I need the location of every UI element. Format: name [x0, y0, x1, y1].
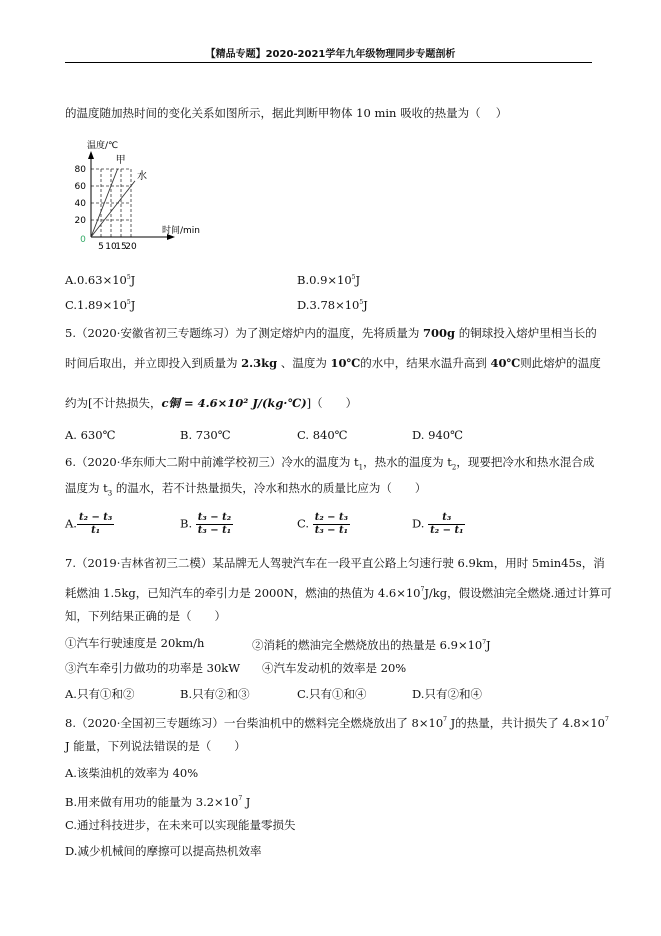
q7-line-3: 知，下列结果正确的是（ ） — [65, 609, 226, 623]
fraction — [313, 512, 350, 537]
y-axis-label: 温度/℃ — [87, 141, 119, 151]
t: 3 — [107, 489, 113, 498]
label: D. — [412, 516, 425, 531]
q7-statement-4: ④汽车发动机的效率是 20% — [262, 661, 407, 675]
y-tick-label: 20 — [74, 216, 86, 226]
q6-line-1 — [65, 454, 594, 475]
t: 则此熔炉的温度 — [520, 356, 601, 370]
q7-line-1: 7.（2019·吉林省初三二模）某品牌无人驾驶汽车在一段平直公路上匀速行驶 6.9km，用时 5min45s，消 — [65, 556, 605, 570]
q8-option-c[interactable]: C.通过科技进步，在未来可以实现能量零损失 — [65, 818, 296, 832]
q6-line-2 — [65, 480, 426, 501]
series-label-1: 水 — [137, 170, 147, 182]
q8-line-2: J 能量，下列说法错误的是（ ） — [65, 739, 246, 753]
t: 约为[不计热损失， — [65, 396, 162, 410]
q4-b-exp: 5 — [351, 274, 356, 281]
y-tick-label: 80 — [74, 165, 86, 175]
t: 耗燃油 1.5kg，已知汽车的牵引力是 2000N，燃油的热值为 4.6×10 — [65, 586, 421, 600]
t: 7 — [443, 716, 447, 723]
t: 温度为 t — [65, 481, 108, 495]
mass-copper: 700g — [423, 326, 456, 340]
q7-option-c[interactable]: C.只有①和④ — [297, 687, 367, 701]
t: 1 — [358, 463, 364, 472]
q4-a-unit: J — [130, 272, 136, 287]
t: 7 — [420, 586, 425, 593]
t: ②消耗的燃油完全燃烧放出的热量是 6.9×10 — [252, 637, 483, 652]
q7-option-d[interactable]: D.只有②和④ — [412, 687, 482, 701]
x-tick-label: 10 — [105, 242, 117, 252]
numerator: t₃ — [428, 512, 465, 525]
denominator: t₃ − t₁ — [197, 525, 232, 536]
t: 7 — [238, 795, 243, 802]
q4-c-exp: 5 — [126, 299, 131, 306]
label: B. — [180, 516, 193, 531]
q4-chart — [60, 135, 260, 255]
q4-d-text: D.3.78×10 — [297, 297, 360, 312]
q6-option-a[interactable] — [65, 512, 114, 537]
x-axis-label: 时间/min — [162, 226, 201, 236]
header-rule — [65, 62, 592, 63]
y-axis-arrow — [88, 151, 94, 159]
t: 、温度为 — [277, 356, 331, 370]
t: J/kg，假设燃油完全燃烧.通过计算可 — [424, 586, 612, 600]
y-tick-label: 40 — [74, 199, 86, 209]
q5-option-a[interactable]: A. 630℃ — [65, 428, 116, 442]
temp-final: 40℃ — [490, 356, 521, 370]
q6-option-c[interactable] — [297, 512, 350, 537]
q5-line-2 — [65, 355, 601, 371]
x-tick-label: 5 — [98, 242, 104, 252]
q8-option-b[interactable] — [65, 791, 250, 810]
label: C. — [297, 516, 310, 531]
q5-option-c[interactable]: C. 840℃ — [297, 428, 348, 442]
numerator: t₂ − t₃ — [78, 512, 113, 523]
q6-option-d[interactable] — [412, 512, 465, 537]
origin-label: 0 — [80, 235, 86, 245]
t: ，热水的温度为 t — [363, 455, 452, 469]
t: 的温水，若不计热量损失，冷水和热水的质量比应为（ ） — [112, 481, 427, 495]
q4-c-text: C.1.89×10 — [65, 297, 127, 312]
x-tick-label: 20 — [125, 242, 137, 252]
q7-statement-2 — [252, 635, 491, 653]
q4-option-b[interactable] — [297, 270, 360, 288]
q5-option-d[interactable]: D. 940℃ — [412, 428, 463, 442]
q4-option-a[interactable] — [65, 270, 135, 288]
t: ，现要把冷水和热水混合成 — [456, 455, 595, 469]
label: A. — [65, 516, 77, 531]
q4-a-exp: 5 — [126, 274, 131, 281]
q4-b-unit: J — [355, 272, 361, 287]
q5-option-b[interactable]: B. 730℃ — [180, 428, 231, 442]
page-header: 【精品专题】2020-2021学年九年级物理同步专题剖析 — [205, 49, 456, 60]
t: 7 — [604, 716, 609, 723]
specific-heat-formula: c铜 = 4.6×10² J/(kg·℃) — [161, 396, 307, 410]
temp-initial: 10℃ — [330, 356, 361, 370]
x-tick-label: 15 — [115, 242, 127, 252]
q8-option-d[interactable]: D.减少机械间的摩擦可以提高热机效率 — [65, 844, 262, 858]
fraction — [77, 512, 114, 537]
t: 7 — [482, 639, 487, 646]
t: 8.（2020·全国初三专题练习）一台柴油机中的燃料完全燃烧放出了 8×10 — [65, 716, 444, 730]
t: 时间后取出，并立即投入到质量为 — [65, 356, 242, 370]
q6-option-b[interactable] — [180, 512, 233, 537]
q7-option-a[interactable]: A.只有①和② — [65, 687, 135, 701]
q7-statement-1: ①汽车行驶速度是 20km/h — [65, 636, 205, 650]
q4-b-text: B.0.9×10 — [297, 272, 352, 287]
t: J的热量，共计损失了 4.8×10 — [446, 716, 605, 730]
denominator: t₁ — [91, 525, 101, 536]
q4-a-text: A.0.63×10 — [65, 272, 127, 287]
numerator: t₂ − t₃ — [314, 512, 349, 523]
q7-statement-3: ③汽车牵引力做功的功率是 30kW — [65, 661, 241, 675]
q4-d-unit: J — [363, 297, 368, 312]
t: 6.（2020·华东师大二附中前滩学校初三）冷水的温度为 t — [65, 455, 359, 469]
fraction — [428, 512, 465, 537]
fraction — [196, 512, 233, 537]
q4-option-d[interactable] — [297, 295, 368, 313]
denominator: t₃ − t₁ — [314, 525, 349, 536]
t: B.用来做有用功的能量为 3.2×10 — [65, 795, 239, 809]
t: J — [242, 795, 251, 809]
y-tick-label: 60 — [74, 182, 86, 192]
t: ]（ ） — [306, 396, 358, 410]
q8-line-1 — [65, 712, 609, 731]
q5-line-3 — [65, 395, 357, 411]
mass-water: 2.3kg — [241, 356, 278, 370]
q4-c-unit: J — [130, 297, 136, 312]
t: 的水中，结果水温升高到 — [360, 356, 491, 370]
q4-stem: 的温度随加热时间的变化关系如图所示，据此判断甲物体 10 min 吸收的热量为（ ） — [65, 106, 508, 120]
q7-line-2 — [65, 582, 612, 601]
series-line-1 — [91, 181, 135, 237]
q7-option-b[interactable]: B.只有②和③ — [180, 687, 250, 701]
t: 2 — [451, 463, 457, 472]
series-label-0: 甲 — [115, 155, 126, 166]
q4-option-c[interactable] — [65, 295, 135, 313]
t: 5.（2020·安徽省初三专题练习）为了测定熔炉内的温度，先将质量为 — [65, 326, 424, 340]
q8-option-a[interactable]: A.该柴油机的效率为 40% — [65, 766, 199, 780]
q4-d-exp: 5 — [359, 299, 364, 306]
numerator: t₃ − t₂ — [197, 512, 232, 523]
t: J — [486, 637, 491, 652]
denominator: t₂ − t₁ — [430, 525, 464, 536]
q5-line-1 — [65, 325, 597, 341]
t: 的铜球投入熔炉里相当长的 — [455, 326, 597, 340]
